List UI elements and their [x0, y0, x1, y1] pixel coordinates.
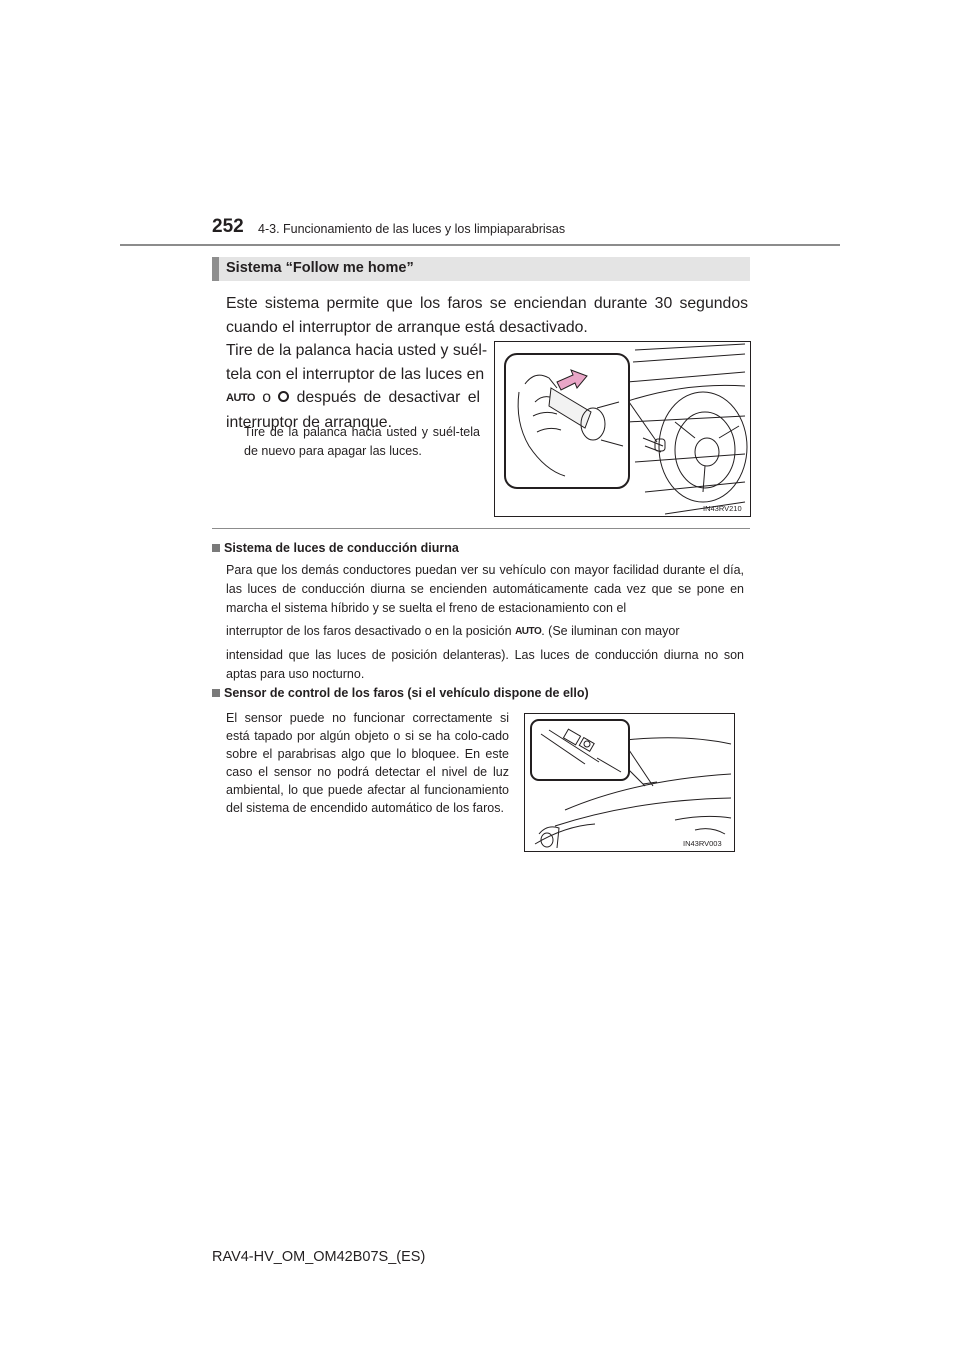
- drl-text-b: interruptor de los faros desactivado o en la posición: [226, 624, 512, 638]
- instruction-line-1: Tire de la palanca hacia usted y suél-: [226, 342, 488, 359]
- divider-rule: [212, 528, 750, 529]
- drl-paragraph-a: Para que los demás conductores puedan ver su vehículo con mayor facilidad durante el día, las luces de conducción diurna se encienden automáticamente cada vez que se pone en marcha el sistema híbrido y se suelta el freno de estacionamiento con el: [226, 563, 744, 615]
- sensor-paragraph: El sensor puede no funcionar correctamente si está tapado por algún objeto o si se ha colo-cado sobre el parabrisas algo que lo bloquee. En este caso el sensor no podrá detectar el nivel de luz ambiental, lo que puede afectar al funcionamiento del sistema de encendido automático de los faros.: [226, 711, 509, 815]
- section-title-bar-accent: [212, 257, 219, 281]
- section-heading: Sistema “Follow me home”: [226, 260, 414, 276]
- light-ring-icon: [278, 391, 289, 402]
- sensor-heading-text: Sensor de control de los faros (si el vehículo dispone de ello): [224, 686, 589, 700]
- figure-code-1: IN43RV210: [703, 504, 742, 513]
- drl-heading-text: Sistema de luces de conducción diurna: [224, 541, 459, 555]
- instruction-connector: o: [262, 389, 272, 406]
- footer-doc-code: RAV4-HV_OM_OM42B07S_(ES): [212, 1249, 426, 1265]
- header-rule: [120, 244, 840, 246]
- sensor-illustration-drawing: [525, 714, 734, 851]
- auto-light-symbol: AUTO: [226, 392, 255, 404]
- sub-note: Tire de la palanca hacia usted y suél-tela de nuevo para apagar las luces.: [244, 425, 480, 458]
- figure-code-2: IN43RV003: [683, 839, 722, 848]
- drl-heading: [212, 541, 459, 555]
- intro-paragraph: Este sistema permite que los faros se enciendan durante 30 segundos cuando el interruptor de arranque está desactivado.: [226, 295, 748, 336]
- page-number: 252: [212, 216, 244, 237]
- sensor-heading: [212, 686, 589, 700]
- instruction-line-3: [226, 386, 480, 411]
- drl-text-c: . (Se iluminan con mayor: [541, 624, 680, 638]
- instruction-paragraph: [226, 339, 488, 434]
- square-bullet-icon: [212, 544, 220, 552]
- lever-illustration: [494, 341, 751, 517]
- instruction-line-4: interruptor de arranque.: [226, 413, 392, 431]
- lever-illustration-drawing: [495, 342, 750, 516]
- square-bullet-icon-2: [212, 689, 220, 697]
- section-title: 4-3. Funcionamiento de las luces y los limpiaparabrisas: [258, 222, 566, 236]
- drl-paragraph-d: intensidad que las luces de posición delanteras). Las luces de conducción diurna no son aptas para uso nocturno.: [226, 648, 744, 681]
- instruction-line-3-rest: después de desactivar el: [296, 389, 481, 406]
- sensor-illustration: [524, 713, 735, 852]
- instruction-line-2: tela con el interruptor de las luces en: [226, 365, 485, 383]
- auto-light-symbol-2: AUTO: [515, 626, 542, 637]
- drl-paragraph-b: [226, 622, 744, 641]
